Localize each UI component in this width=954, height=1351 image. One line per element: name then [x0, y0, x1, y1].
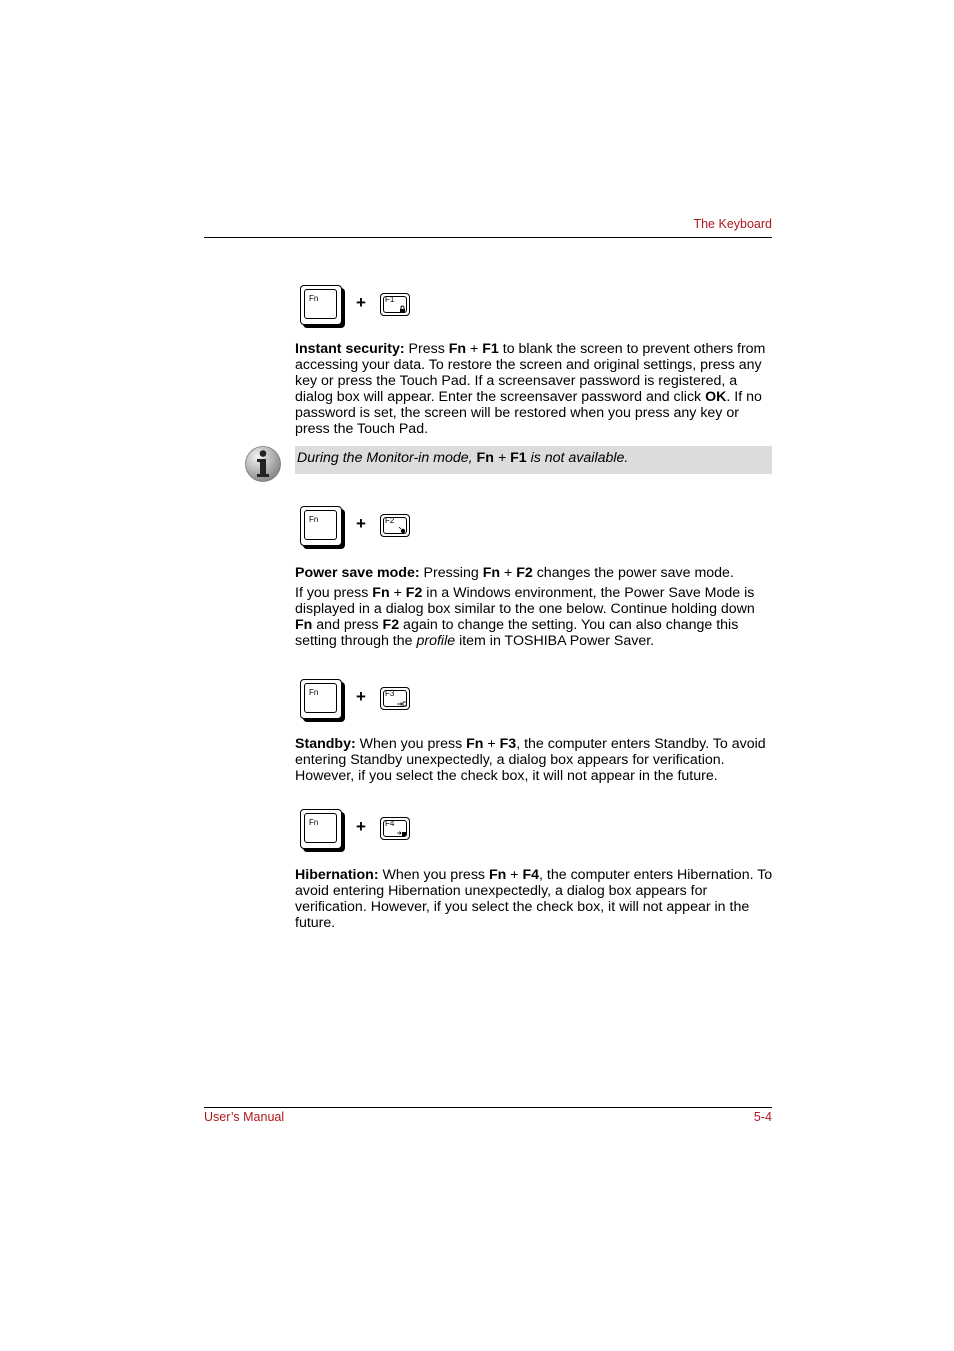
text: When you press — [378, 867, 489, 883]
key-combo-fn-f4 — [300, 809, 440, 853]
header-rule — [204, 237, 772, 238]
fn-text: Fn — [372, 585, 390, 601]
fn-key-label: Fn — [309, 515, 319, 524]
f2-text: F2 — [516, 565, 533, 581]
fn-text: Fn — [466, 736, 484, 752]
fn-text: Fn — [482, 565, 501, 581]
f3-key-label: F3 — [385, 689, 395, 698]
fn-text: Fn — [488, 867, 507, 883]
fn-key-label: Fn — [309, 688, 319, 697]
lock-icon — [397, 305, 407, 313]
page-number: 5-4 — [753, 1110, 772, 1124]
plus-sign: + — [356, 687, 366, 706]
plus-text: + — [466, 341, 483, 357]
instant-security-heading: Instant security: — [295, 341, 405, 357]
f1-key — [380, 293, 410, 316]
plus-text: + — [506, 867, 523, 883]
f3-text: F3 — [499, 736, 517, 752]
text: Pressing — [419, 565, 483, 581]
plus-text: + — [389, 585, 406, 601]
text: , the computer enters Standby. To avoid entering Standby unexpectedly, a dialog box appears for verification. However, if you select the check box, it will not appear in the future. — [295, 736, 766, 784]
f4-key — [380, 817, 410, 840]
text: is not available. — [526, 450, 629, 466]
plus-sign: + — [356, 293, 366, 312]
key-combo-fn-f2 — [300, 506, 440, 550]
plus-text: + — [483, 736, 500, 752]
standby-icon — [397, 699, 407, 707]
ok-text: OK — [705, 389, 727, 405]
text: in a Windows environment, the Power Save Mode is displayed in a dialog box similar to the one below. Continue holding down — [295, 585, 755, 617]
text: to blank the screen to prevent others from accessing your data. To restore the screen and original settings, press any key or press the Touch Pad. If a screensaver password is registered, a dialog box will appear. Enter the screensaver password and click — [295, 341, 766, 405]
f2-key — [380, 514, 410, 537]
f3-key — [380, 687, 410, 710]
text: Press — [404, 341, 449, 357]
power-save-paragraph — [295, 565, 775, 581]
standby-heading: Standby: — [295, 736, 356, 752]
f2-key-label: F2 — [385, 516, 395, 525]
key-combo-fn-f1 — [300, 285, 440, 329]
f2-text: F2 — [405, 585, 423, 601]
fn-key-label: Fn — [309, 294, 319, 303]
f2-text: F2 — [382, 617, 400, 633]
fn-key — [300, 506, 342, 546]
fn-text: Fn — [476, 450, 494, 466]
footer-manual-title: User’s Manual — [204, 1110, 285, 1124]
text: . If no password is set, the screen will be restored when you press any key or press the Touch Pad. — [295, 389, 762, 437]
text: During the Monitor-in mode, — [297, 450, 477, 466]
fn-text: Fn — [448, 341, 467, 357]
f1-text: F1 — [510, 450, 527, 466]
power-save-detail-paragraph — [295, 585, 775, 649]
text: If you press — [295, 585, 373, 601]
key-combo-fn-f3 — [300, 679, 440, 723]
text: and press — [312, 617, 383, 633]
standby-paragraph — [295, 736, 775, 784]
plus-sign: + — [356, 817, 366, 836]
text: again to change the setting. You can also change this setting through the — [295, 617, 739, 649]
hibernation-heading: Hibernation: — [295, 867, 379, 883]
text: , the computer enters Hibernation. To avoid entering Hibernation unexpectedly, a dialog box appears for verification. However, if you select the check box, it will not appear in the future. — [295, 867, 773, 931]
hibernation-paragraph — [295, 867, 775, 931]
power-save-heading: Power save mode: — [295, 565, 420, 581]
instant-security-paragraph — [295, 341, 775, 437]
f4-key-label: F4 — [385, 819, 395, 828]
fn-key — [300, 285, 342, 325]
profile-text: profile — [416, 633, 456, 649]
plus-text: + — [500, 565, 517, 581]
note-box — [295, 446, 772, 474]
hibernation-icon — [397, 829, 407, 837]
power-save-icon — [397, 526, 407, 534]
fn-text: Fn — [295, 617, 313, 633]
fn-key — [300, 679, 342, 719]
f1-key-label: F1 — [385, 295, 395, 304]
plus-text: + — [493, 450, 511, 466]
text: item in TOSHIBA Power Saver. — [455, 633, 655, 649]
info-icon — [244, 445, 282, 483]
fn-key-label: Fn — [309, 818, 319, 827]
text: changes the power save mode. — [532, 565, 734, 581]
text: When you press — [355, 736, 467, 752]
header-title: The Keyboard — [693, 217, 772, 231]
footer-rule — [204, 1107, 772, 1108]
fn-key — [300, 809, 342, 849]
note-text — [297, 450, 628, 466]
plus-sign: + — [356, 514, 366, 533]
f1-text: F1 — [482, 341, 499, 357]
f4-text: F4 — [522, 867, 540, 883]
